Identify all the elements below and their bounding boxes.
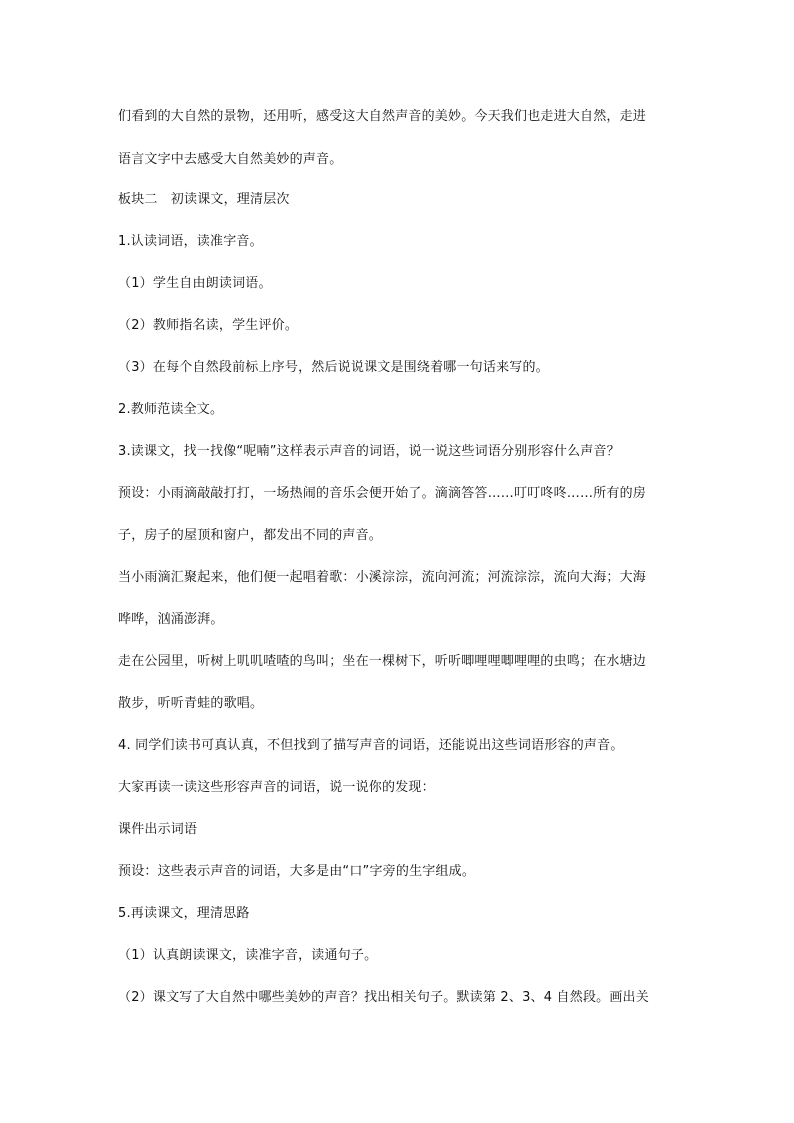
paragraph-line: 哗哗，汹涌澎湃。 [118,612,224,627]
paragraph-line: 当小雨滴汇聚起来，他们便一起唱着歌：小溪淙淙，流向河流；河流淙淙，流向大海；大海 [118,570,647,585]
step-heading: 4. 同学们读书可真认真，不但找到了描写声音的词语，还能说出这些词语形容的声音。 [118,738,624,753]
paragraph-line: 预设：这些表示声音的词语，大多是由“口”字旁的生字组成。 [118,864,476,879]
paragraph-line: 大家再读一读这些形容声音的词语，说一说你的发现： [118,780,435,795]
step-heading: 5.再读课文，理清思路 [118,906,250,921]
list-item: （1）学生自由朗读词语。 [118,276,272,291]
list-item: （1）认真朗读课文，读准字音，读通句子。 [118,948,378,963]
section-heading: 板块二 初读课文，理清层次 [118,192,290,207]
paragraph-line: 们看到的大自然的景物，还用听，感受这大自然声音的美妙。今天我们也走进大自然，走进 [118,109,647,124]
step-heading: 3.读课文，找一找像“呢喃”这样表示声音的词语，说一说这些词语分别形容什么声音？ [118,444,620,459]
list-item: （2）课文写了大自然中哪些美妙的声音？找出相关句子。默读第 2、3、4 自然段。画出关 [118,990,649,1005]
list-item: （2）教师指名读，学生评价。 [118,318,299,333]
list-item: （3）在每个自然段前标上序号，然后说说课文是围绕着哪一句话来写的。 [118,360,549,375]
paragraph-line: 语言文字中去感受大自然美妙的声音。 [118,152,343,167]
paragraph-line: 子，房子的屋顶和窗户，都发出不同的声音。 [118,528,383,543]
paragraph-line: 走在公园里，听树上叽叽喳喳的鸟叫；坐在一棵树下，听听唧哩哩唧哩哩的虫鸣；在水塘边 [118,654,647,669]
paragraph-line: 课件出示词语 [118,822,198,837]
step-heading: 1.认读词语，读准字音。 [118,234,263,249]
paragraph-line: 预设：小雨滴敲敲打打，一场热闹的音乐会便开始了。滴滴答答……叮叮咚咚……所有的房 [118,486,647,501]
paragraph-line: 散步，听听青蛙的歌唱。 [118,696,264,711]
step-heading: 2.教师范读全文。 [118,402,224,417]
